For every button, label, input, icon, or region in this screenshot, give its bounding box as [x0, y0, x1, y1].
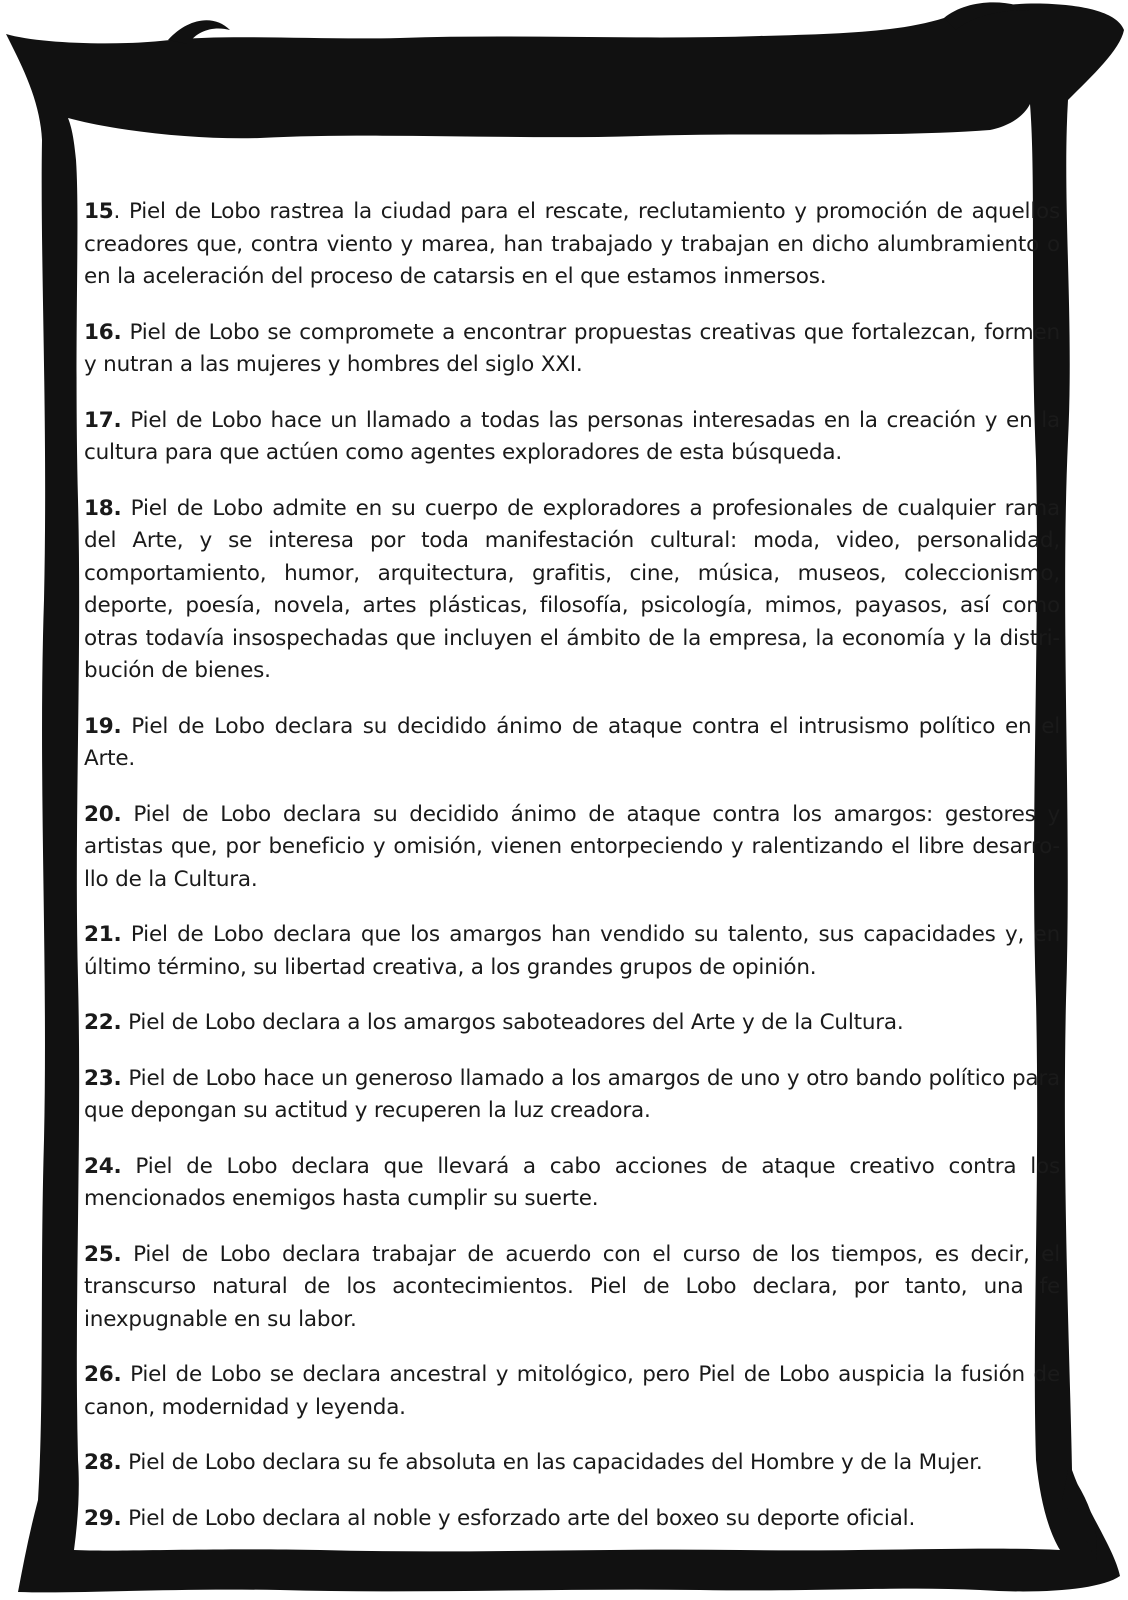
clause-text: Piel de Lobo hace un llamado a todas las personas interesadas en la creación y en la cultura para que actúen como agentes exploradores de esta búsqueda. — [84, 407, 1060, 465]
clause-text: Piel de Lobo declara trabajar de acuerdo con el curso de los tiempos, es decir, el transcurso natural de los acontecimientos. Piel de Lobo declara, por tanto, una fe inexpugnable en su labor. — [84, 1241, 1060, 1332]
clause-15: 15. Piel de Lobo rastrea la ciudad para el rescate, reclutamiento y promoción de aquellos creadores que, contra viento y marea, han trabajado y trabajan en dicho alumbramiento o en la aceleración del proceso de catarsis en el que estamos inmersos. — [84, 199, 1060, 289]
clause-number: 29. — [84, 1505, 122, 1531]
clause-29 — [84, 1503, 1060, 1536]
clause-text: Piel de Lobo declara que llevará a cabo acciones de ataque creativo contra los mencionados enemigos hasta cumplir su suerte. — [84, 1153, 1060, 1211]
clause-18 — [84, 493, 1060, 688]
clause-text: Piel de Lobo declara su decidido ánimo de ataque contra los amargos: gestores y artistas que, por beneficio y omisión, vienen entorpeciendo y ralentizando el libre desarro-llo de la Cultura. — [84, 801, 1060, 892]
clause-number: 24. — [84, 1153, 122, 1179]
clause-17 — [84, 405, 1060, 470]
clause-number: 17. — [84, 407, 122, 433]
clause-text: Piel de Lobo declara a los amargos saboteadores del Arte y de la Cultura. — [128, 1010, 904, 1035]
clause-text: Piel de Lobo declara su decidido ánimo de ataque contra el intrusismo político en el Arte. — [84, 713, 1060, 771]
clause-text: Piel de Lobo declara que los amargos han vendido su talento, sus capacidades y, en último término, su libertad creativa, a los grandes grupos de opinión. — [84, 922, 1060, 980]
clause-number: 26. — [84, 1362, 122, 1387]
clause-number: 22. — [84, 1010, 122, 1035]
manifesto-text — [84, 196, 1060, 1558]
clause-number: 16. — [84, 319, 122, 345]
clause-text: Piel de Lobo se declara ancestral y mitológico, pero Piel de Lobo auspicia la fusión de canon, modernidad y leyenda. — [84, 1362, 1060, 1420]
clause-19 — [84, 711, 1060, 776]
clause-number: 20. — [84, 801, 122, 827]
clause-22 — [84, 1007, 1060, 1040]
clause-26 — [84, 1359, 1060, 1424]
clause-number: 28. — [84, 1450, 122, 1475]
clause-text: Piel de Lobo hace un generoso llamado a los amargos de uno y otro bando político para que depongan su actitud y recuperen la luz creadora. — [84, 1065, 1060, 1123]
clause-16 — [84, 317, 1060, 382]
clause-25 — [84, 1239, 1060, 1337]
clause-number: 23. — [84, 1065, 122, 1091]
clause-number: 15 — [84, 199, 114, 224]
clause-20 — [84, 799, 1060, 897]
clause-text: Piel de Lobo se compromete a encontrar propuestas creativas que fortalezcan, formen y nutran a las mujeres y hombres del siglo XXI. — [84, 319, 1060, 377]
clause-24 — [84, 1151, 1060, 1216]
clause-28 — [84, 1447, 1060, 1480]
clause-number: 18. — [84, 495, 122, 521]
clause-number: 25. — [84, 1241, 122, 1267]
clause-text: Piel de Lobo declara su fe absoluta en las capacidades del Hombre y de la Mujer. — [128, 1450, 983, 1475]
clause-21 — [84, 919, 1060, 984]
clause-23 — [84, 1063, 1060, 1128]
clause-number: 21. — [84, 922, 122, 947]
clause-text: Piel de Lobo admite en su cuerpo de exploradores a profesionales de cualquier rama del Arte, y se interesa por toda manifestación cultural: moda, video, personalidad, comportamiento, humor, arquitectura, grafitis, cine, música, museos, coleccionismo, deporte, poesía, novela, artes plásticas, filosofía, psicología, mimos, payasos, así como otras todavía insospechadas que incluyen el ámbito de la empresa, la economía y la distri-bución de bienes. — [84, 495, 1060, 683]
clause-number: 19. — [84, 713, 122, 739]
clause-text: Piel de Lobo rastrea la ciudad para el rescate, reclutamiento y promoción de aquellos creadores que, contra viento y marea, han trabajado y trabajan en dicho alumbramiento o en la aceleración del proceso de catarsis en el que estamos inmersos. — [84, 199, 1060, 289]
clause-text: Piel de Lobo declara al noble y esforzado arte del boxeo su deporte oficial. — [128, 1505, 916, 1531]
